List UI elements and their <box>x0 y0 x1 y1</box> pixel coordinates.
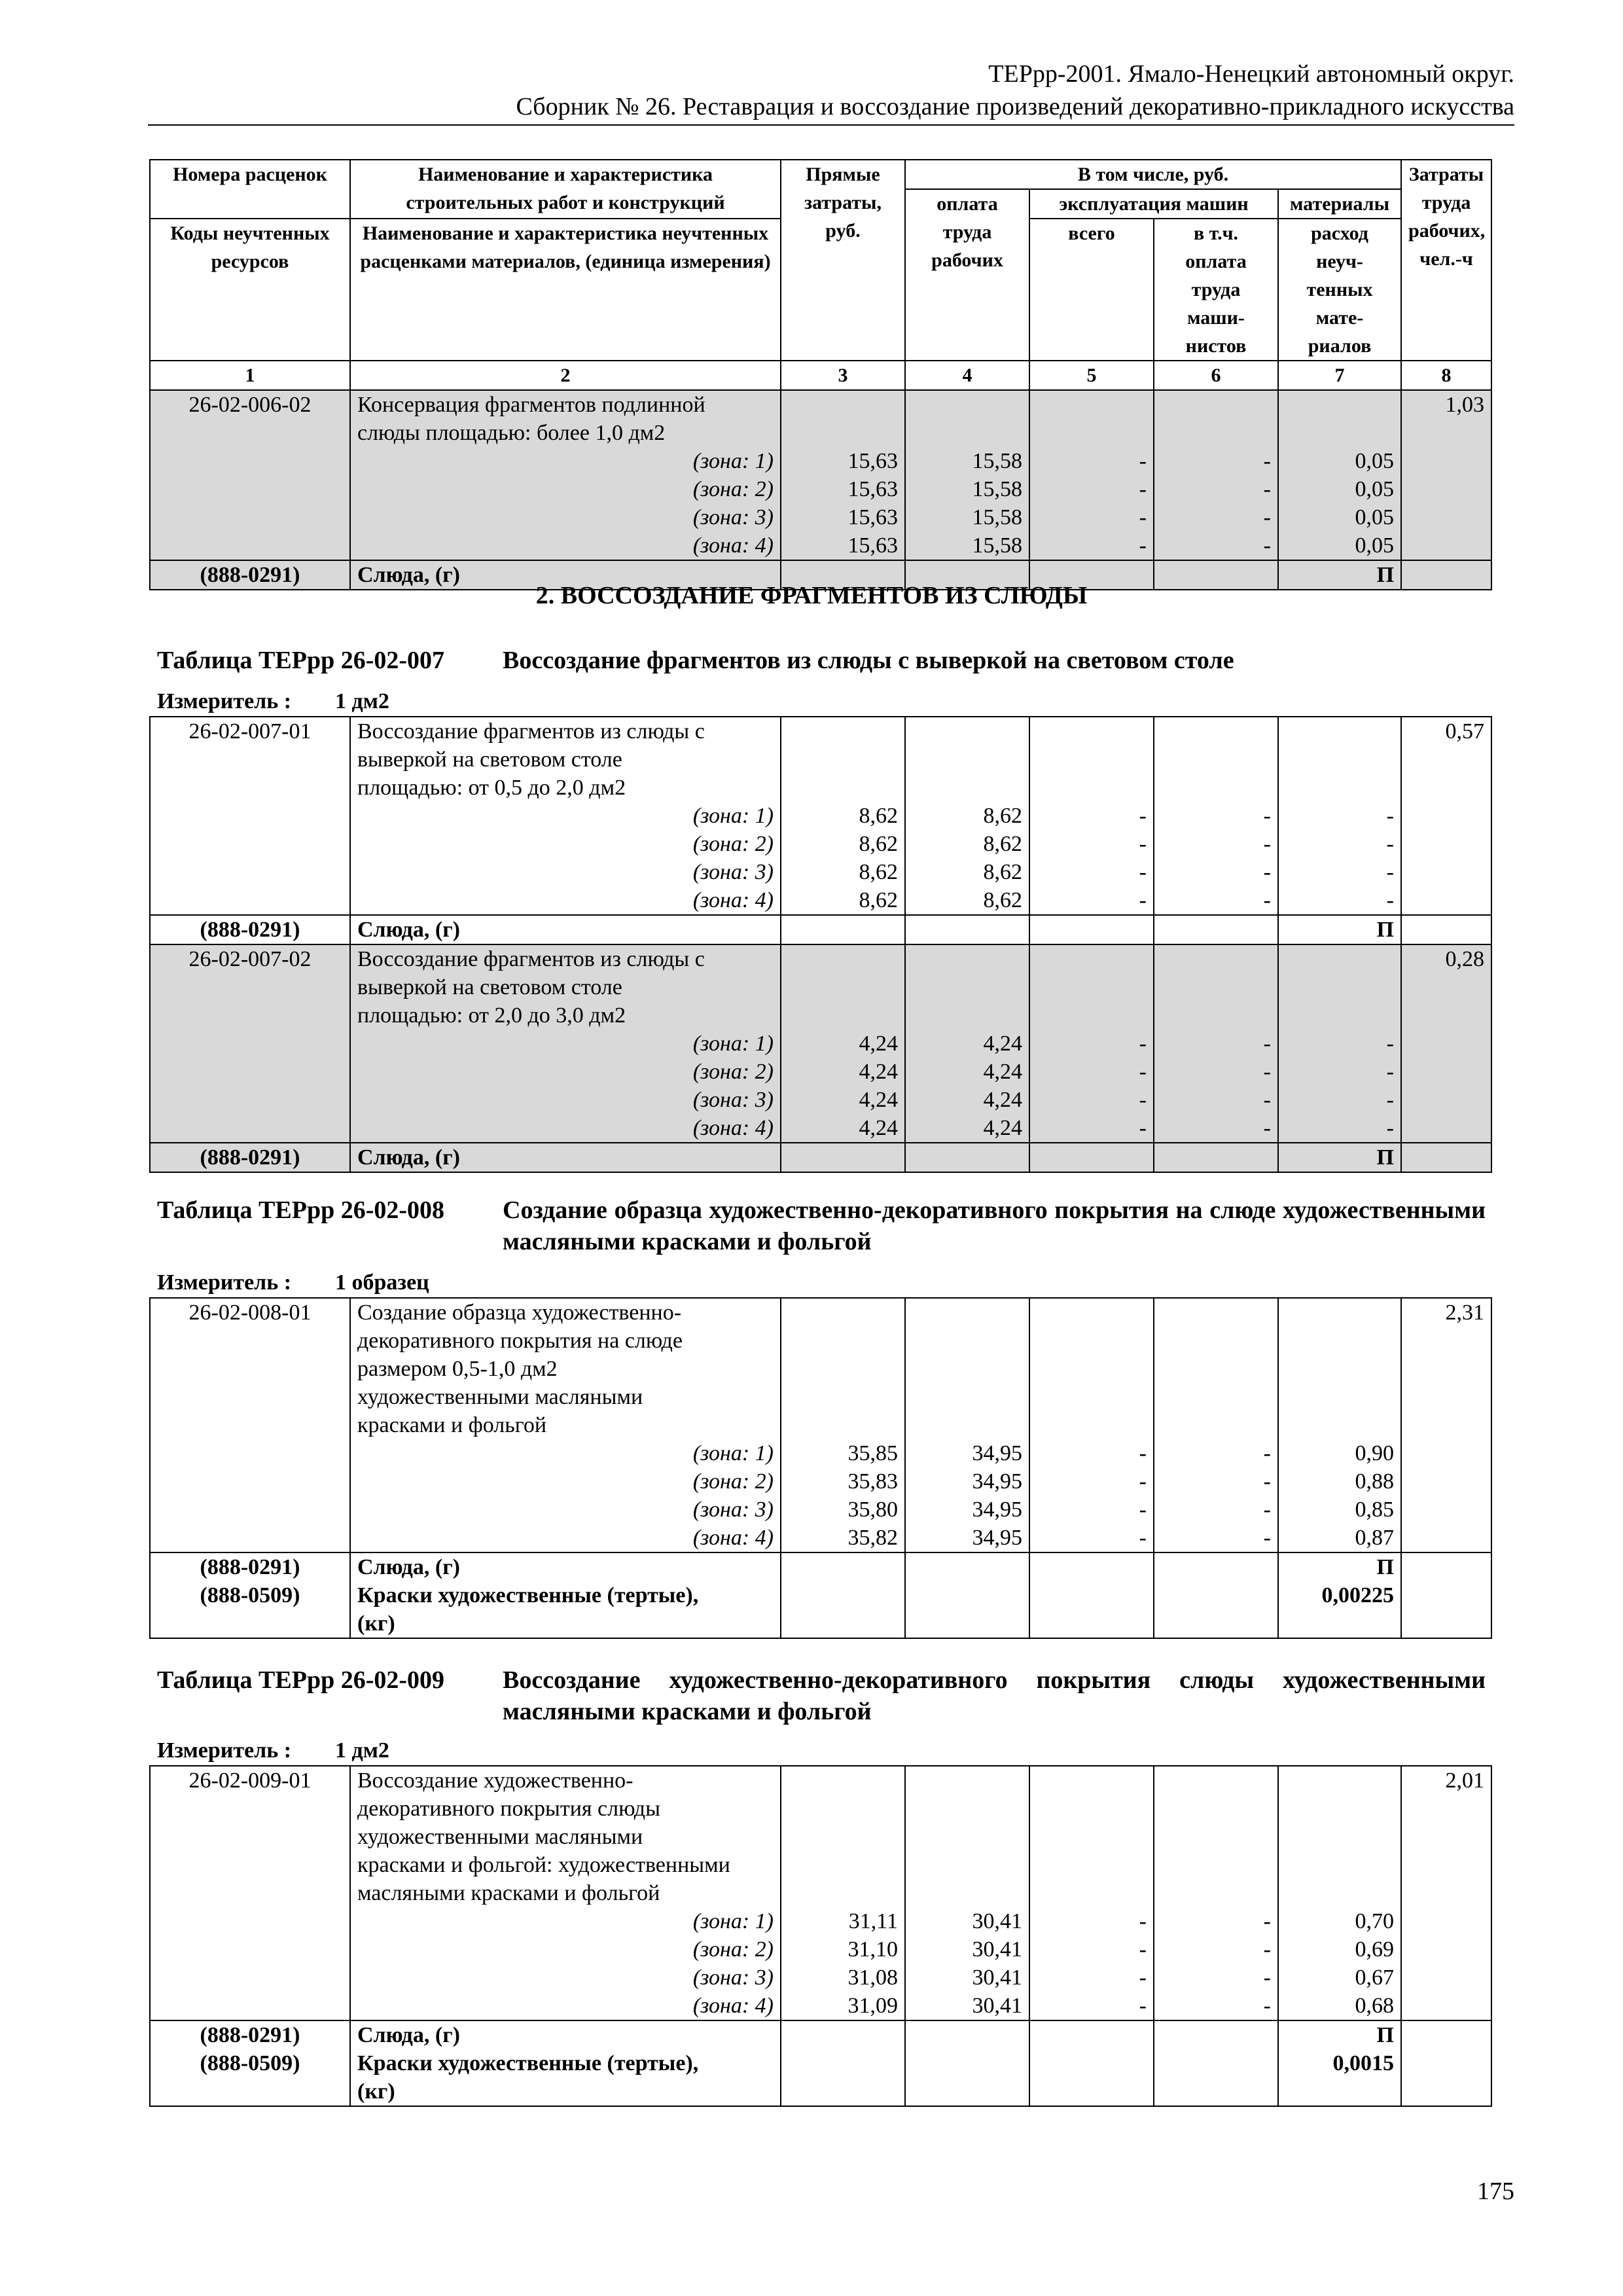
rate-code: 26-02-009-01 <box>150 1766 350 2020</box>
section-title: 2. ВОССОЗДАНИЕ ФРАГМЕНТОВ ИЗ СЛЮДЫ <box>535 582 1088 609</box>
page-number: 175 <box>1477 2178 1514 2205</box>
machinist-pay: - - - - <box>1154 1766 1278 2020</box>
col-header-labor-costs: Затраты труда рабочих, чел.-ч <box>1401 160 1491 361</box>
rate-row <box>150 1766 1491 2020</box>
rate-name: Воссоздание фрагментов из слюды с выверкой на световом столе площадью: от 0,5 до 2,0 дм2 (зона: 1) (зона: 2) (зона: 3) (зона: 4) <box>350 717 781 915</box>
resource-use: П <box>1278 915 1401 944</box>
resource-row <box>150 1143 1491 1172</box>
col-header-material-name: Наименование и характеристика неучтенных расценками материалов, (единица измерения) <box>350 219 781 361</box>
table-title: Воссоздание фрагментов из слюды с выверкой на световом столе <box>503 647 1234 674</box>
machinist-pay: - - - - <box>1154 1298 1278 1552</box>
worker-pay: 30,41 30,41 30,41 30,41 <box>905 1766 1029 2020</box>
machines-total: - - - - <box>1029 1766 1154 2020</box>
resource-code: (888-0291) <box>150 915 350 944</box>
resource-code: (888-0291) <box>150 560 350 590</box>
worker-pay: 15,58 15,58 15,58 15,58 <box>905 390 1029 560</box>
resource-names: Слюда, (г) Краски художественные (тертые), (кг) <box>350 2020 781 2106</box>
direct-costs: 35,85 35,83 35,80 35,82 <box>781 1298 905 1552</box>
col-number-7: 7 <box>1278 361 1401 390</box>
rates-table-26-02-006 <box>149 159 1492 590</box>
col-number-8: 8 <box>1401 361 1491 390</box>
measure-unit <box>157 1738 389 1764</box>
col-number-3: 3 <box>781 361 905 390</box>
resource-row <box>150 915 1491 944</box>
resource-code: (888-0291) <box>150 1143 350 1172</box>
rates-table-26-02-007 <box>149 716 1492 1173</box>
rate-name: Консервация фрагментов подлинной слюды площадью: более 1,0 дм2 (зона: 1) (зона: 2) (зона: 3) (зона: 4) <box>350 390 781 560</box>
resource-codes: (888-0291) (888-0509) <box>150 1552 350 1638</box>
resource-row <box>150 1552 1491 1638</box>
rate-row <box>150 1298 1491 1552</box>
rate-name: Создание образца художественно- декоративного покрытия на слюде размером 0,5-1,0 дм2 художественными масляными красками и фольгой (зона: 1) (зона: 2) (зона: 3) (зона: 4) <box>350 1298 781 1552</box>
worker-pay: 34,95 34,95 34,95 34,95 <box>905 1298 1029 1552</box>
col-header-material-use: расход неуч-тенных мате-риалов <box>1278 219 1401 361</box>
col-number-2: 2 <box>350 361 781 390</box>
machinist-pay: - - - - <box>1154 944 1278 1143</box>
rate-code: 26-02-007-02 <box>150 944 350 1143</box>
running-header-line1: ТЕРрр-2001. Ямало-Ненецкий автономный округ. <box>988 60 1514 88</box>
rate-code: 26-02-006-02 <box>150 390 350 560</box>
running-header-line2: Сборник № 26. Реставрация и воссоздание произведений декоративно-прикладного искусства <box>516 93 1514 120</box>
measure-value: 1 дм2 <box>335 1738 389 1763</box>
header-rule <box>148 124 1514 126</box>
col-number-6: 6 <box>1154 361 1278 390</box>
materials: - - - - <box>1278 717 1401 915</box>
measure-unit <box>157 689 389 715</box>
resource-use: П <box>1278 560 1401 590</box>
measure-label: Измеритель : <box>157 689 292 713</box>
table-title: Воссоздание художественно-декоративного покрытия слюды художественными масляными красками и фольгой <box>503 1666 1486 1725</box>
worker-pay: 4,24 4,24 4,24 4,24 <box>905 944 1029 1143</box>
rate-name: Воссоздание фрагментов из слюды с выверкой на световом столе площадью: от 2,0 до 3,0 дм2 (зона: 1) (зона: 2) (зона: 3) (зона: 4) <box>350 944 781 1143</box>
labor-costs: 1,03 <box>1401 390 1491 560</box>
col-header-materials: материалы <box>1278 189 1401 219</box>
resource-use: П 0,00225 <box>1278 1552 1401 1638</box>
rate-row <box>150 717 1491 915</box>
measure-unit <box>157 1270 429 1296</box>
resource-codes: (888-0291) (888-0509) <box>150 2020 350 2106</box>
materials: - - - - <box>1278 944 1401 1143</box>
labor-costs: 0,28 <box>1401 944 1491 1143</box>
resource-use: П <box>1278 1143 1401 1172</box>
rates-table-26-02-008 <box>149 1297 1492 1639</box>
resource-row <box>150 2020 1491 2106</box>
rate-name: Воссоздание художественно- декоративного покрытия слюды художественными масляными красками и фольгой: художественными масляными красками и фольгой (зона: 1) (зона: 2) (зона: 3) (зона: 4) <box>350 1766 781 2020</box>
col-header-work-name: Наименование и характеристика строительных работ и конструкций <box>350 160 781 219</box>
measure-label: Измеритель : <box>157 1270 292 1295</box>
materials: 0,90 0,88 0,85 0,87 <box>1278 1298 1401 1552</box>
labor-costs: 2,31 <box>1401 1298 1491 1552</box>
rate-code: 26-02-008-01 <box>150 1298 350 1552</box>
table-label: Таблица ТЕРрр 26-02-007 <box>157 647 445 674</box>
col-header-rate-numbers: Номера расценок <box>150 160 350 219</box>
resource-names: Слюда, (г) Краски художественные (тертые), (кг) <box>350 1552 781 1638</box>
materials: 0,05 0,05 0,05 0,05 <box>1278 390 1401 560</box>
col-header-machines: эксплуатация машин <box>1029 189 1278 219</box>
measure-label: Измеритель : <box>157 1738 292 1763</box>
col-header-including: В том числе, руб. <box>905 160 1401 189</box>
col-header-machinist-pay: в т.ч. оплата труда маши-нистов <box>1154 219 1278 361</box>
machines-total: - - - - <box>1029 717 1154 915</box>
col-header-direct-costs: Прямые затраты, руб. <box>781 160 905 361</box>
measure-value: 1 дм2 <box>335 689 389 713</box>
direct-costs: 31,11 31,10 31,08 31,09 <box>781 1766 905 2020</box>
col-header-machines-total: всего <box>1029 219 1154 361</box>
machinist-pay: - - - - <box>1154 390 1278 560</box>
rates-table-26-02-009 <box>149 1765 1492 2107</box>
resource-name: Слюда, (г) <box>350 915 781 944</box>
rate-code: 26-02-007-01 <box>150 717 350 915</box>
rate-row <box>150 390 1491 560</box>
table-title: Создание образца художественно-декоративного покрытия на слюде художественными масляными красками и фольгой <box>503 1196 1486 1255</box>
labor-costs: 0,57 <box>1401 717 1491 915</box>
col-header-worker-pay: оплата труда рабочих <box>905 189 1029 361</box>
direct-costs: 4,24 4,24 4,24 4,24 <box>781 944 905 1143</box>
rate-row <box>150 944 1491 1143</box>
table-label: Таблица ТЕРрр 26-02-009 <box>157 1666 445 1694</box>
col-number-1: 1 <box>150 361 350 390</box>
machines-total: - - - - <box>1029 1298 1154 1552</box>
direct-costs: 15,63 15,63 15,63 15,63 <box>781 390 905 560</box>
direct-costs: 8,62 8,62 8,62 8,62 <box>781 717 905 915</box>
labor-costs: 2,01 <box>1401 1766 1491 2020</box>
resource-name: Слюда, (г) <box>350 1143 781 1172</box>
measure-value: 1 образец <box>335 1270 429 1295</box>
materials: 0,70 0,69 0,67 0,68 <box>1278 1766 1401 2020</box>
table-label: Таблица ТЕРрр 26-02-008 <box>157 1196 445 1224</box>
machines-total: - - - - <box>1029 390 1154 560</box>
resource-name: Слюда, (г) <box>350 560 781 590</box>
worker-pay: 8,62 8,62 8,62 8,62 <box>905 717 1029 915</box>
resource-use: П 0,0015 <box>1278 2020 1401 2106</box>
col-number-4: 4 <box>905 361 1029 390</box>
col-header-resource-codes: Коды неучтенных ресурсов <box>150 219 350 361</box>
col-number-5: 5 <box>1029 361 1154 390</box>
machinist-pay: - - - - <box>1154 717 1278 915</box>
machines-total: - - - - <box>1029 944 1154 1143</box>
